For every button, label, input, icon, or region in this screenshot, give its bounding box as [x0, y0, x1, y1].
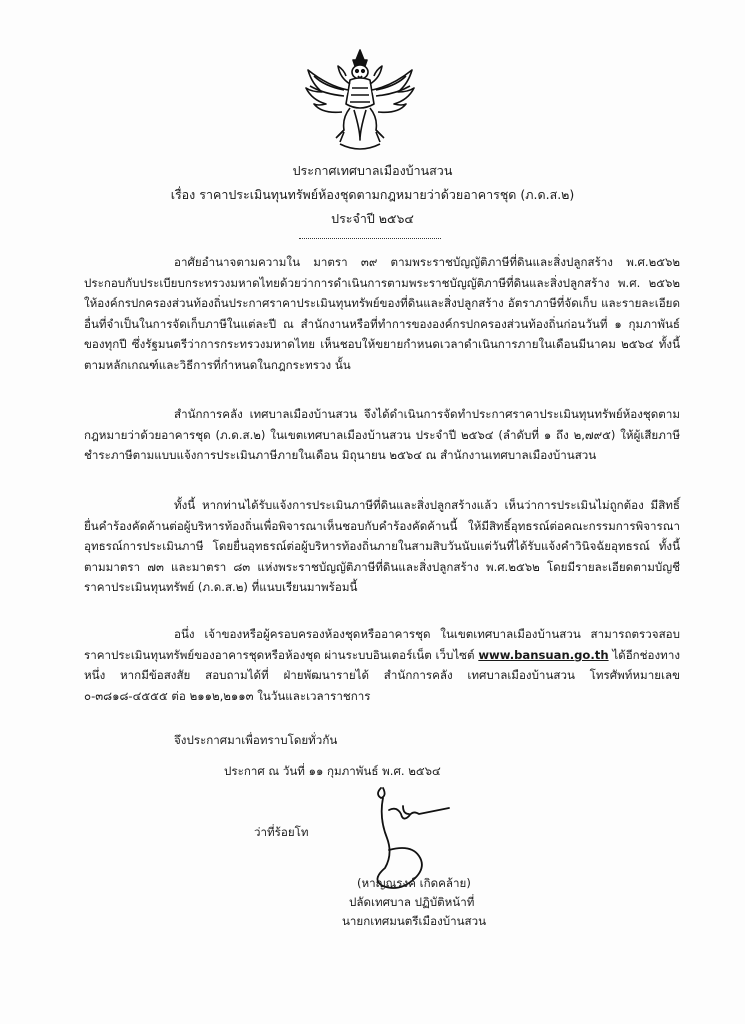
- paragraph-finance-office-text: สำนักการคลัง เทศบาลเมืองบ้านสวน จึงได้ดำเนินการจัดทำประกาศราคาประเมินทุนทรัพย์ห้องชุดตามกฎหมายว่าด้วยอาคารชุด (ภ.ด.ส.๒) ในเขตเทศบาลเมืองบ้านสวน ประจำปี ๒๕๖๔ (ลำดับที่ ๑ ถึง ๒,๗๙๕) ให้ผู้เสียภาษีชำระภาษีตามแบบแจ้งการประเมินภาษีภายในเดือน มิถุนายน ๒๕๖๔ ณ สำนักงานเทศบาลเมืองบ้านสวน: [84, 407, 680, 462]
- garuda-emblem-icon: [300, 48, 420, 154]
- website-link[interactable]: www.bansuan.go.th: [478, 647, 609, 662]
- paragraph-authority-text: อาศัยอำนาจตามความใน มาตรา ๓๙ ตามพระราชบัญญัติภาษีที่ดินและสิ่งปลูกสร้าง พ.ศ.๒๕๖๒ ประกอบกับประเบียบกระทรวงมหาดไทยด้วยว่าการดำเนินการตามพระราชบัญญัติภาษีที่ดินและสิ่งปลูกสร้าง พ.ศ. ๒๕๖๒ ให้องค์กรปกครองส่วนท้องถิ่นประกาศราคาประเมินทุนทรัพย์ของที่ดินและสิ่งปลูกสร้าง อัตราภาษีที่จัดเก็บ และรายละเอียดอื่นที่จำเป็นในการจัดเก็บภาษีในแต่ละปี ณ สำนักงานหรือที่ทำการขององค์กรปกครองส่วนท้องถิ่นก่อนวันที่ ๑ กุมภาพันธ์ของทุกปี ซึ่งรัฐมนตรีว่าการกระทรวงมหาดไทย เห็นชอบให้ขยายกำหนดเวลาดำเนินการภายในเดือนมีนาคม ๒๕๖๔ ทั้งนี้ ตามหลักเกณฑ์และวิธีการที่กำหนดในกฎกระทรวง นั้น: [84, 255, 680, 372]
- paragraph-website: [84, 624, 680, 706]
- year-line: ประจำปี ๒๕๖๔: [331, 211, 414, 226]
- signer-rank: ว่าที่ร้อยโท: [254, 825, 309, 839]
- paragraph-appeal-text: ทั้งนี้ หากท่านได้รับแจ้งการประเมินภาษีที่ดินและสิ่งปลูกสร้างแล้ว เห็นว่าการประเมินไม่ถูกต้อง มีสิทธิ์ยื่นคำร้องคัดค้านต่อผู้บริหารท้องถิ่นเพื่อพิจารณาเห็นชอบกับคำร้องคัดค้านนี้ ให้มีสิทธิ์อุทธรณ์ต่อคณะกรรมการพิจารณาอุทธรณ์การประเมินภาษี โดยยื่นอุทธรณ์ต่อผู้บริหารท้องถิ่นภายในสามสิบวันนับแต่วันที่ได้รับแจ้งคำวินิจฉัยอุทธรณ์ ทั้งนี้ ตามมาตรา ๗๓ และมาตรา ๘๓ แห่งพระราชบัญญัติภาษีที่ดินและสิ่งปลูกสร้าง พ.ศ.๒๕๖๒ โดยมีรายละเอียดตามบัญชีราคาประเมินทุนทรัพย์ (ภ.ด.ส.๒) ที่แนบเรียนมาพร้อมนี้: [84, 498, 680, 594]
- paragraph-appeal: [84, 495, 680, 598]
- closing-line: จึงประกาศมาเพื่อทราบโดยทั่วกัน: [174, 733, 338, 747]
- paragraph-finance-office: [84, 404, 680, 466]
- paragraph-authority: [84, 252, 680, 375]
- subject-line: เรื่อง ราคาประเมินทุนทรัพย์ห้องชุดตามกฎหมายว่าด้วยอาคารชุด (ภ.ด.ส.๒): [170, 187, 575, 202]
- signer-position: ปลัดเทศบาล ปฏิบัติหน้าที่: [349, 895, 475, 909]
- separator-line: [299, 238, 441, 239]
- signer-name: (หาญณรงค์ เกิดคล้าย): [357, 876, 471, 890]
- paragraph-website-text-end: ได้อีกช่องทางหนึ่ง หากมีข้อสงสัย สอบถามได้ที่ ฝ่ายพัฒนารายได้ สำนักการคลัง เทศบาลเมืองบ้านสวน โทรศัพท์หมายเลข ๐-๓๘๑๘-๔๕๕๕ ต่อ ๒๑๑๒,๒๑๑๓ ในวันและเวลาราชการ: [84, 647, 680, 703]
- paragraph-website-text-start: อนึ่ง เจ้าของหรือผู้ครอบครองห้องชุดหรืออาคารชุด ในเขตเทศบาลเมืองบ้านสวน สามารถตรวจสอบราคาประเมินทุนทรัพย์ของอาคารชุดหรือห้องชุด ผ่านระบบอินเตอร์เน็ต เว็บไซต์: [84, 627, 680, 662]
- signer-position-acting: นายกเทศมนตรีเมืองบ้านสวน: [342, 914, 487, 928]
- date-line: ประกาศ ณ วันที่ ๑๑ กุมภาพันธ์ พ.ศ. ๒๕๖๔: [224, 764, 441, 778]
- issuer-title: ประกาศเทศบาลเมืองบ้านสวน: [292, 163, 453, 178]
